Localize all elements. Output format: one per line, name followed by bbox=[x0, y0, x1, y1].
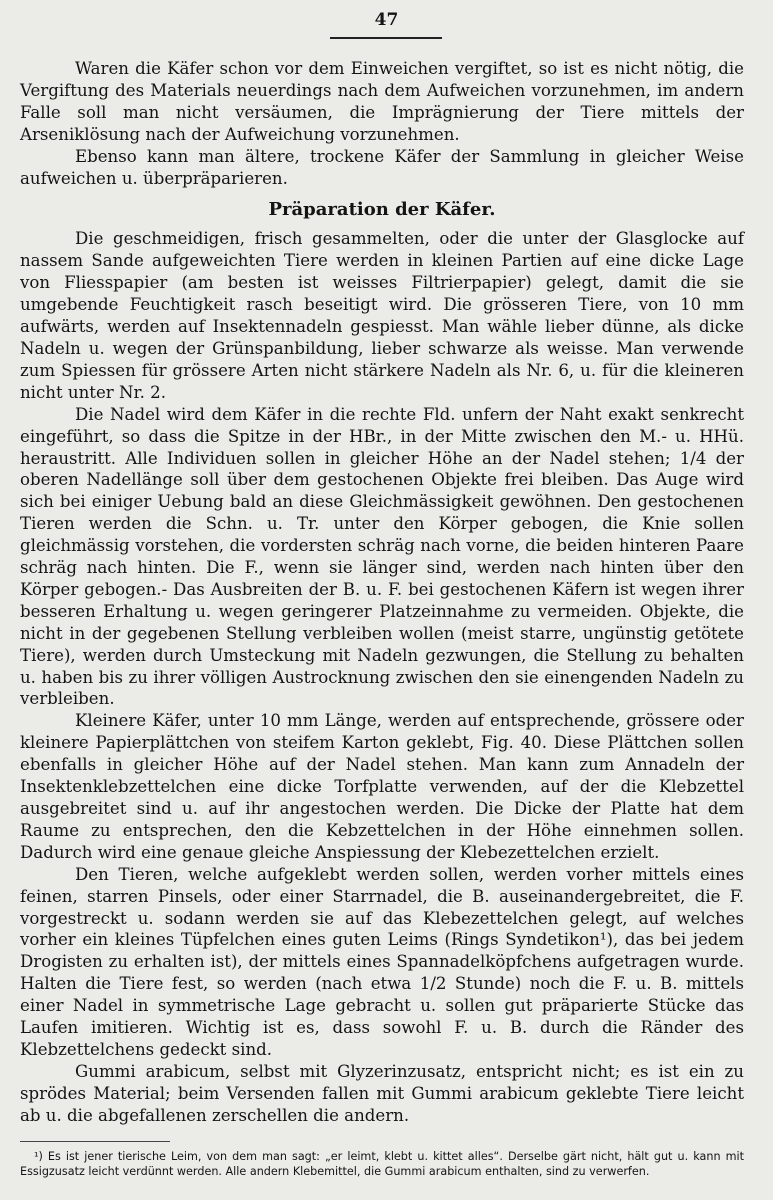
page-number: 47 bbox=[374, 10, 399, 30]
footnote: ¹) Es ist jener tierische Leim, von dem man sagt: „er leimt, klebt u. kittet alles“. Derselbe gärt nicht, hält gut u. kann mit Essigzusatz leicht verdünnt werden. Alle andern Klebemittel, die Gummi arabicum enthalten, sind zu verwerfen. bbox=[20, 1150, 744, 1178]
paragraph-drying: Die geschmeidigen, frisch gesammelten, oder die unter der Glasglocke auf nassem Sande aufgeweichten Tiere werden in kleinen Partien auf eine dicke Lage von Fliesspapier (am besten ist weisses Filtrierpapier) gelegt, damit die sie umgebende Feuchtigkeit rasch beseitigt wird. Die grösseren Tiere, von 10 mm aufwärts, werden auf Insektennadeln gespiesst. Man wähle lieber dünne, als dicke Nadeln u. wegen der Grünspanbildung, lieber schwarze als weisse. Man verwende zum Spiessen für grössere Arten nicht stärkere Nadeln als Nr. 6, u. für die kleineren nicht unter Nr. 2. bbox=[20, 229, 744, 402]
section-heading: Präparation der Käfer. bbox=[268, 199, 496, 221]
paragraph-small-beetles: Kleinere Käfer, unter 10 mm Länge, werden auf entsprechende, grössere oder kleinere Papierplättchen von steifem Karton geklebt, Fig. 40. Diese Plättchen sollen ebenfalls in gleicher Höhe auf der Nadel stehen. Man kann zum Annadeln der Insektenklebzettelchen eine dicke Torfplatte verwenden, auf der die Klebzettel ausgebreitet sind u. auf ihr angestochen werden. Die Dicke der Platte hat dem Raume zu entsprechen, den die Kebzettelchen in der Höhe einnehmen sollen. Dadurch wird eine genaue gleiche Anspiessung der Klebezettelchen erzielt. bbox=[20, 711, 744, 862]
paragraph-gluing: Den Tieren, welche aufgeklebt werden sollen, werden vorher mittels eines feinen, starren Pinsels, oder einer Starrnadel, die B. auseinandergebreitet, die F. vorgestreckt u. sodann werden sie auf das Klebezettelchen gelegt, auf welches vorher ein kleines Tüpfelchen eines guten Leims (Rings Syndetikon¹), das bei jedem Drogisten zu erhalten ist), der mittels eines Spannadelköpfchens aufgetragen wurde. Halten die Tiere fest, so werden (nach etwa 1/2 Stunde) noch die F. u. B. mittels einer Nadel in symmetrische Lage gebracht u. sollen gut präparierte Stücke das Laufen imitieren. Wichtig ist es, dass sowohl F. u. B. durch die Ränder des Klebzettelchens gedeckt sind. bbox=[20, 864, 744, 1059]
paragraph-poisoning: Waren die Käfer schon vor dem Einweichen vergiftet, so ist es nicht nötig, die Vergiftung des Materials neuerdings nach dem Aufweichen vorzunehmen, im andern Falle soll man nicht versäumen, die Imprägnierung der Tiere mittels der Arseniklösung nach der Aufweichung vorzunehmen. bbox=[20, 59, 744, 144]
paragraph-old-beetles: Ebenso kann man ältere, trockene Käfer der Sammlung in gleicher Weise aufweichen u. überpräparieren. bbox=[20, 146, 744, 188]
footnote-rule bbox=[20, 1141, 170, 1142]
page-body bbox=[20, 58, 744, 1127]
header-rule bbox=[330, 37, 442, 39]
paragraph-gum-arabic: Gummi arabicum, selbst mit Glyzerinzusatz, entspricht nicht; es ist ein zu sprödes Material; beim Versenden fallen mit Gummi arabicum geklebte Tiere leicht ab u. die abgefallenen zerschellen die andern. bbox=[20, 1061, 744, 1125]
paragraph-pinning: Die Nadel wird dem Käfer in die rechte Fld. unfern der Naht exakt senkrecht eingeführt, so dass die Spitze in der HBr., in der Mitte zwischen den M.- u. HHü. heraustritt. Alle Individuen sollen in gleicher Höhe an der Nadel stehen; 1/4 der oberen Nadellänge soll über dem gestochenen Objekte frei bleiben. Das Auge wird sich bei einiger Uebung bald an diese Gleichmässigkeit gewöhnen. Den gestochenen Tieren werden die Schn. u. Tr. unter den Körper gebogen, die Knie sollen gleichmässig vorstehen, die vordersten schräg nach vorne, die beiden hinteren Paare schräg nach hinten. Die F., wenn sie länger sind, werden nach hinten über den Körper gebogen.- Das Ausbreiten der B. u. F. bei gestochenen Käfern ist wegen ihrer besseren Erhaltung u. wegen geringerer Platzeinnahme zu vermeiden. Objekte, die nicht in der gegebenen Stellung verbleiben wollen (meist starre, ungünstig getötete Tiere), werden durch Umsteckung mit Nadeln gezwungen, die Stellung zu behalten u. haben bis zu ihrer völligen Austrocknung zwischen den sie einengenden Nadeln zu verbleiben. bbox=[20, 404, 744, 709]
